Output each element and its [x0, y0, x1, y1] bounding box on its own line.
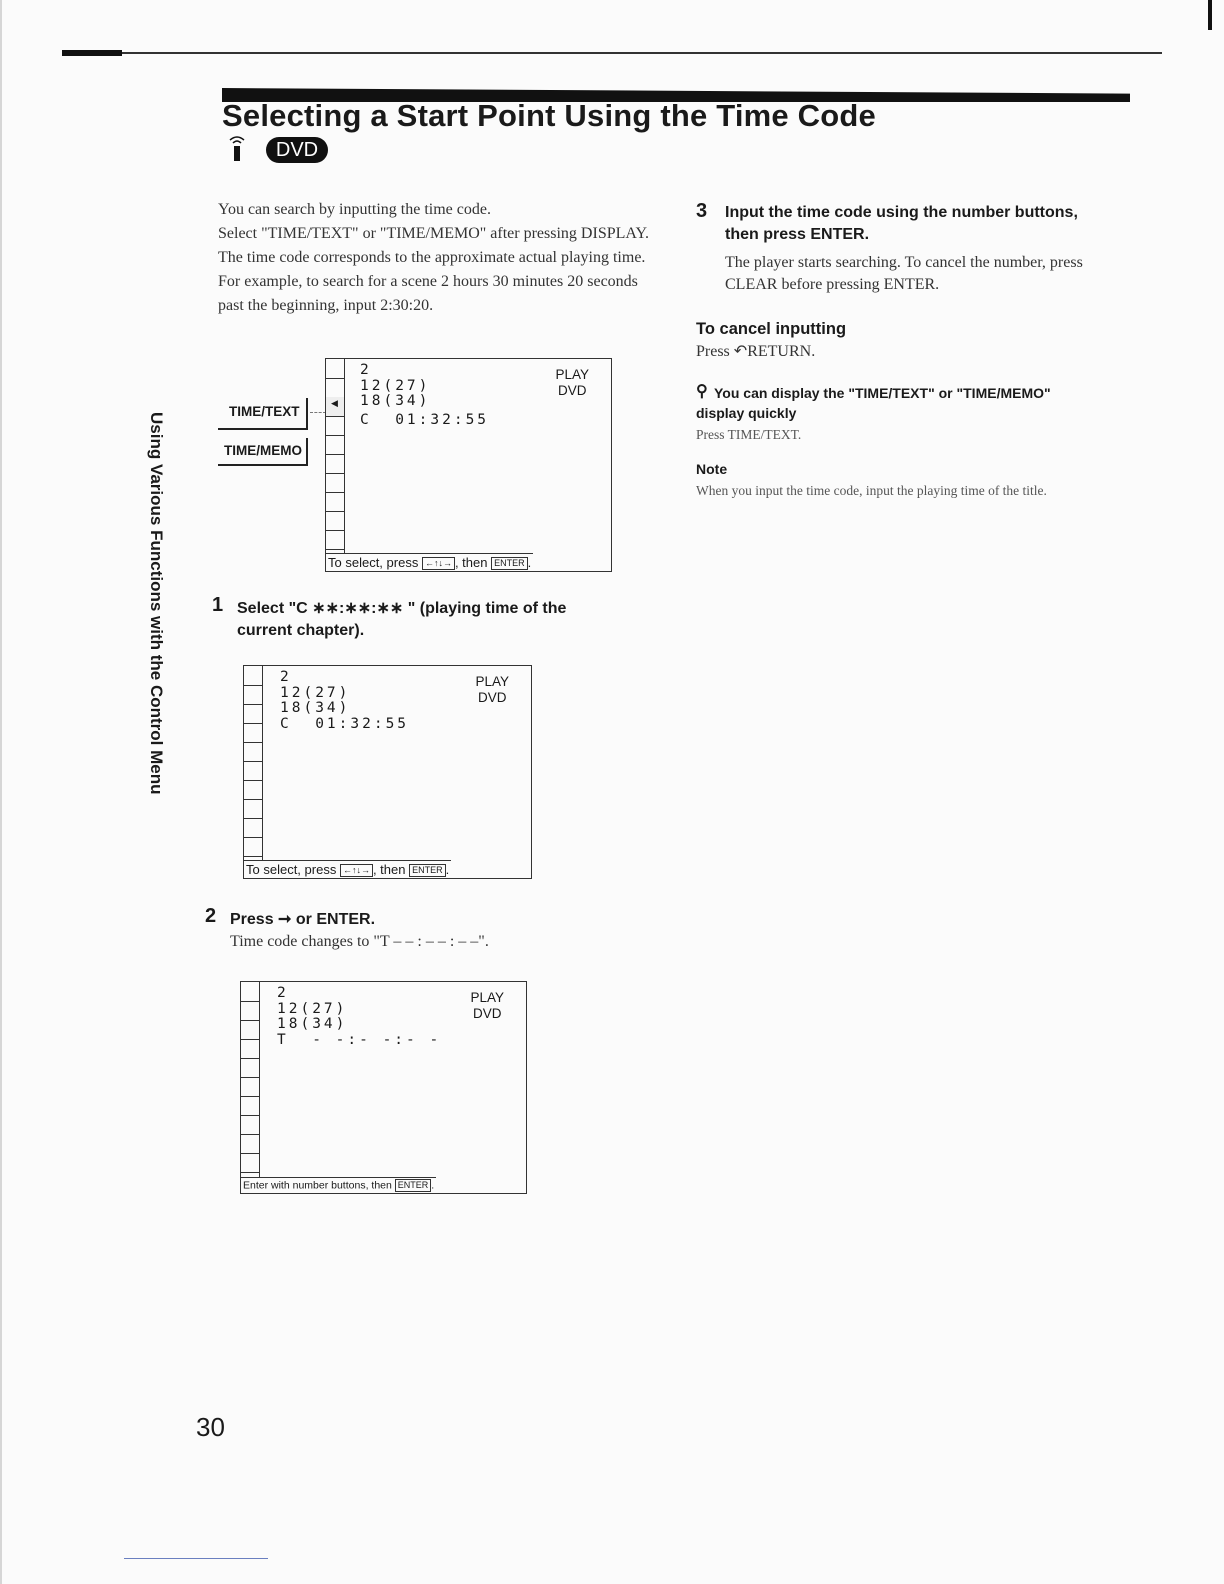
enter-button-icon: ENTER — [409, 864, 446, 877]
intro-p3: The time code corresponds to the approximate actual playing time. For example, to search for a scene 2 hours 30 minutes 20 seconds past the beginning, input 2:30:20. — [218, 249, 646, 314]
step-3-body: The player starts searching. To cancel the number, press CLEAR before pressing ENTER. — [725, 254, 1083, 293]
enter-button-icon: ENTER — [491, 557, 528, 570]
dvd-badge: DVD — [266, 137, 328, 163]
menu-tab — [244, 685, 262, 705]
osd-screen-3 — [240, 981, 527, 1194]
track-number: 18(34) — [277, 1016, 348, 1032]
menu-tab — [244, 666, 262, 686]
osd-status — [475, 674, 509, 706]
label-underline — [218, 428, 308, 430]
menu-tab — [244, 761, 262, 781]
menu-tab — [244, 723, 262, 743]
menu-tab — [326, 416, 344, 436]
hint-heading: You can display the "TIME/TEXT" or "TIME/MEMO" display quickly — [696, 385, 1051, 421]
menu-tab — [326, 473, 344, 493]
footer-end: . — [527, 554, 532, 570]
menu-tab — [241, 1058, 259, 1078]
osd-screen-1 — [325, 358, 612, 572]
menu-tab — [241, 1020, 259, 1040]
menu-tab — [326, 454, 344, 474]
menu-tabs — [244, 666, 263, 878]
title-number: 2 — [280, 669, 292, 685]
menu-tab — [244, 818, 262, 838]
menu-tab — [241, 1077, 259, 1097]
time-memo-label: TIME/MEMO — [224, 443, 302, 458]
time-code: C 01:32:55 — [280, 715, 410, 732]
menu-tabs — [241, 982, 260, 1193]
step-2-heading: Press ➞ or ENTER. — [230, 911, 376, 928]
note-heading: Note — [696, 461, 728, 477]
menu-tab — [244, 742, 262, 762]
label-underline — [218, 464, 308, 466]
edge-mark — [1208, 0, 1212, 30]
hint-body: Press TIME/TEXT. — [696, 427, 802, 442]
step-1-heading: Select "C ∗∗:∗∗:∗∗ " (playing time of the current chapter). — [237, 600, 567, 639]
play-status: PLAY — [555, 367, 589, 382]
menu-tab — [244, 704, 262, 724]
menu-tab — [326, 530, 344, 550]
cancel-body: Press ↶RETURN. — [696, 343, 816, 360]
time-code-input: T - -:- -:- - — [277, 1031, 442, 1048]
footer-then: , then — [372, 861, 406, 877]
footer-end: . — [431, 1179, 435, 1192]
menu-tab — [244, 799, 262, 819]
label-bracket — [306, 398, 308, 429]
remote-control-icon — [226, 134, 248, 162]
step-3 — [696, 202, 1096, 296]
osd-lines — [360, 363, 489, 428]
play-status: PLAY — [470, 990, 504, 1005]
menu-tab-selected: ◀ — [326, 397, 344, 417]
osd-lines — [277, 986, 441, 1048]
menu-tab — [326, 492, 344, 512]
footer-end: . — [445, 861, 450, 877]
time-text-label: TIME/TEXT — [229, 404, 300, 419]
osd-status — [470, 990, 504, 1022]
intro-p2: Select "TIME/TEXT" or "TIME/MEMO" after pressing DISPLAY. — [218, 225, 649, 242]
disc-type: DVD — [472, 1006, 502, 1021]
hint-lightbulb-icon: ⚲ — [696, 383, 708, 400]
time-code: C 01:32:55 — [360, 411, 490, 428]
step-3-number: 3 — [696, 200, 708, 222]
osd-footer — [326, 553, 533, 571]
menu-tab — [326, 511, 344, 531]
menu-tab — [241, 1115, 259, 1135]
menu-tab — [244, 780, 262, 800]
bottom-rule — [124, 1558, 268, 1559]
intro-p1: You can search by inputting the time code. — [218, 201, 491, 218]
arrow-buttons-icon: ←↑↓→ — [340, 864, 373, 877]
osd-footer — [241, 1177, 436, 1193]
footer-text: To select, press — [328, 554, 419, 570]
menu-tab — [241, 1153, 259, 1173]
chapter-number: 12(27) — [277, 1000, 348, 1017]
menu-tab — [241, 1134, 259, 1154]
disc-type: DVD — [477, 690, 507, 705]
hint-block — [696, 383, 1096, 443]
page-edge — [0, 0, 2, 1584]
menu-tab — [326, 378, 344, 398]
chapter-number: 12(27) — [280, 684, 351, 701]
play-status: PLAY — [475, 674, 509, 689]
intro-text — [218, 198, 658, 318]
osd-footer — [244, 860, 451, 878]
footer-text: Enter with number buttons, then — [243, 1179, 392, 1192]
menu-tab — [241, 1096, 259, 1116]
enter-button-icon: ENTER — [395, 1179, 432, 1192]
leader-line — [310, 412, 326, 413]
step-1-number: 1 — [212, 594, 224, 616]
note-body: When you input the time code, input the playing time of the title. — [696, 483, 1047, 498]
top-rule-mark — [62, 50, 122, 56]
osd-status — [555, 367, 589, 399]
step-2-number: 2 — [205, 905, 217, 927]
label-bracket — [306, 438, 308, 465]
menu-tab — [241, 1001, 259, 1021]
menu-tab — [241, 1039, 259, 1059]
footer-then: , then — [454, 554, 488, 570]
chapter-number: 12(27) — [360, 377, 431, 394]
osd-lines — [280, 670, 409, 732]
disc-type: DVD — [557, 383, 587, 398]
title-number: 2 — [277, 985, 289, 1001]
menu-tabs — [326, 359, 345, 571]
track-number: 18(34) — [280, 700, 351, 716]
page-number: 30 — [196, 1412, 225, 1442]
track-number: 18(34) — [360, 393, 431, 409]
right-column — [696, 202, 1096, 499]
menu-tab — [326, 435, 344, 455]
cancel-heading: To cancel inputting — [696, 320, 847, 338]
title-number: 2 — [360, 362, 372, 378]
osd-screen-2 — [243, 665, 532, 879]
arrow-buttons-icon: ←↑↓→ — [422, 557, 455, 570]
side-section-label: Using Various Functions with the Control Menu — [147, 412, 166, 795]
menu-tab — [244, 837, 262, 857]
top-rule — [62, 52, 1162, 54]
step-2-body: Time code changes to "T – – : – – : – –". — [230, 933, 489, 950]
page-title: Selecting a Start Point Using the Time Code — [222, 98, 876, 133]
footer-text: To select, press — [246, 861, 337, 877]
menu-tab — [326, 359, 344, 379]
step-3-heading: Input the time code using the number buttons, then press ENTER. — [725, 204, 1078, 243]
menu-tab — [241, 982, 259, 1002]
